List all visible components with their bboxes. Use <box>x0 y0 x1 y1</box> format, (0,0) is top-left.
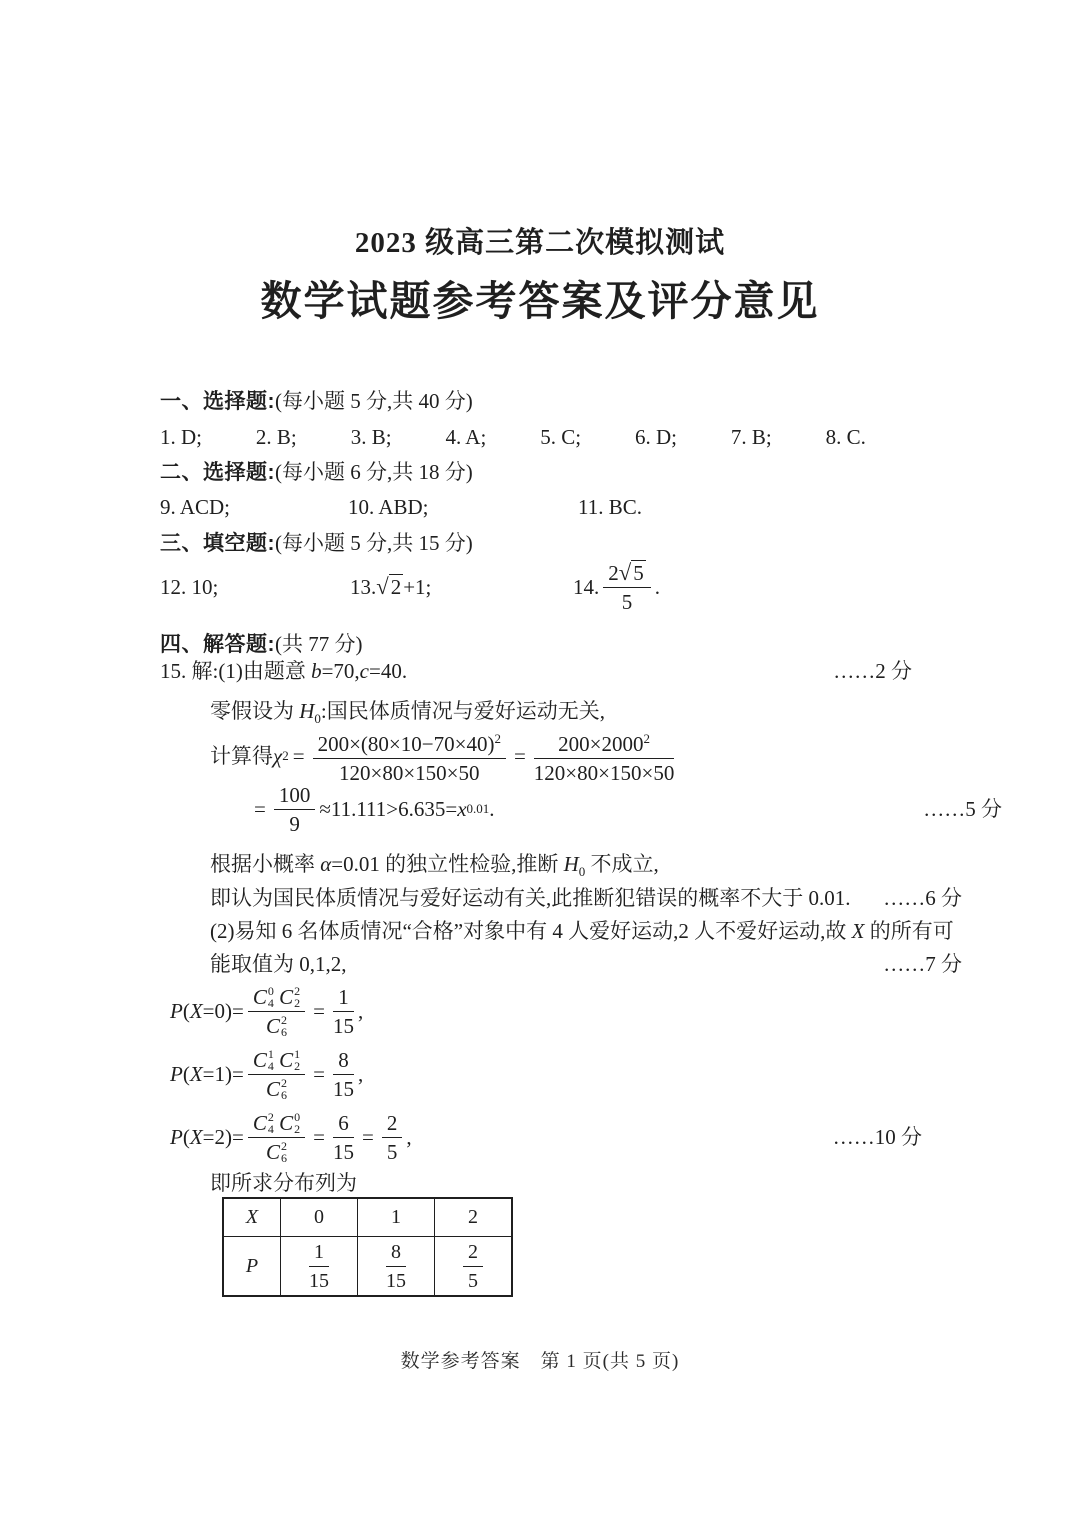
comb-sup: 0 <box>267 983 274 998</box>
text: =0.01 的独立性检验,推断 <box>331 852 564 876</box>
equals-sign: = <box>513 744 526 768</box>
score-mark-10: ……10 分 <box>832 1125 922 1149</box>
section-1-answers <box>160 422 866 452</box>
text: =40. <box>369 659 408 683</box>
comb-C: C <box>279 984 294 1009</box>
section-3-answers <box>160 556 912 618</box>
fraction <box>333 1048 354 1101</box>
fraction <box>313 727 506 785</box>
score-mark-2: ……2 分 <box>833 659 912 683</box>
text: =1)= <box>202 1062 244 1086</box>
section-4-label: 四、解答题: <box>160 633 275 656</box>
text: 零假设为 <box>210 699 300 723</box>
comb-sup: 1 <box>294 1046 301 1061</box>
fraction-denominator <box>248 1012 305 1038</box>
text: :国民体质情况与爱好运动无关, <box>320 699 606 723</box>
fraction-denominator: 5 <box>621 590 633 614</box>
fraction <box>382 1111 403 1164</box>
text: 200×2000 <box>558 732 644 756</box>
fraction <box>248 985 305 1038</box>
comb-C: C <box>279 1110 294 1135</box>
answer-3: 3. B; <box>350 425 392 449</box>
combination <box>266 1014 287 1038</box>
text: , <box>357 1062 364 1086</box>
comb-sub: 6 <box>280 1087 287 1102</box>
comb-sup: 2 <box>267 1109 274 1124</box>
fraction <box>534 727 675 785</box>
var-H: H <box>563 852 579 876</box>
exam-subtitle: 2023 级高三第二次模拟测试 <box>354 227 726 259</box>
section-2-note: (每小题 6 分,共 18 分) <box>275 460 473 484</box>
row-label-P: P <box>223 1237 281 1297</box>
fraction-numerator <box>534 727 675 759</box>
text: =2)= <box>202 1125 244 1149</box>
radicand: 5 <box>633 561 644 585</box>
comb-C: C <box>265 1013 280 1038</box>
p15-part2-line <box>160 916 962 946</box>
section-1-note: (每小题 5 分,共 40 分) <box>275 389 473 413</box>
prob-cell <box>435 1237 513 1297</box>
p15-values-line <box>160 949 962 979</box>
var-P: P <box>170 999 183 1023</box>
var-X: X <box>189 1062 203 1086</box>
combination <box>253 985 274 1009</box>
section-3-note: (每小题 5 分,共 15 分) <box>275 531 473 555</box>
fraction-denominator: 15 <box>332 1139 354 1164</box>
p15-result-line <box>160 782 1002 836</box>
subscript: 0 <box>578 864 586 880</box>
combination <box>253 1048 274 1072</box>
prob-cell <box>358 1237 435 1297</box>
text: , <box>406 1125 412 1149</box>
fraction <box>463 1240 483 1293</box>
section-1-label: 一、选择题: <box>160 390 275 413</box>
fraction-numerator: 100 <box>274 783 316 810</box>
combination <box>253 1111 274 1135</box>
text: ( <box>182 1062 190 1086</box>
equals-sign: = <box>313 1062 325 1086</box>
text: 即所求分布列为 <box>210 1171 357 1195</box>
text: 能取值为 0,1,2, <box>210 952 347 976</box>
header-1: 1 <box>358 1198 435 1237</box>
answer-12-text: 12. 10; <box>160 575 219 599</box>
section-3-heading <box>160 528 912 559</box>
fraction <box>248 1048 305 1101</box>
header-0: 0 <box>281 1198 358 1237</box>
var-b: b <box>311 659 322 683</box>
answer-4: 4. A; <box>445 425 487 449</box>
comb-C: C <box>265 1076 280 1101</box>
fraction-numerator <box>313 727 506 759</box>
combination <box>279 1111 300 1135</box>
comb-sup: 2 <box>294 983 301 998</box>
equals-sign: = <box>313 1125 325 1149</box>
sqrt-expression <box>619 561 646 585</box>
p15-prob-x2 <box>160 1106 922 1168</box>
comb-sup: 2 <box>280 1012 287 1027</box>
equals-sign: = <box>361 1125 374 1149</box>
subscript: 0 <box>314 711 321 727</box>
answer-14 <box>573 556 660 618</box>
fraction-numerator: 1 <box>333 985 354 1012</box>
prob-cell <box>281 1237 358 1297</box>
alpha-symbol: α <box>320 852 332 876</box>
text: 根据小概率 <box>210 852 321 876</box>
section-4-note: (共 77 分) <box>275 632 363 656</box>
p15-chi-square-line <box>160 726 962 786</box>
fraction <box>333 1111 354 1164</box>
text: 15. 解:(1)由题意 <box>160 659 312 683</box>
header-2: 2 <box>435 1198 513 1237</box>
fraction-numerator <box>603 560 650 588</box>
comb-C: C <box>252 1110 267 1135</box>
comb-sub: 2 <box>294 1121 301 1136</box>
section-2-label: 二、选择题: <box>160 461 275 484</box>
p15-line-1 <box>160 656 912 686</box>
text: ( <box>182 1125 190 1149</box>
fraction <box>333 985 354 1038</box>
text: 不成立, <box>585 852 659 876</box>
fraction-numerator <box>248 1111 305 1138</box>
answer-10: 10. ABD; <box>348 495 429 519</box>
text: 计算得 <box>210 744 273 768</box>
comb-sub: 4 <box>267 1121 274 1136</box>
table-header-row <box>223 1198 512 1237</box>
equals-sign: = <box>313 999 325 1023</box>
fraction-numerator <box>248 1048 305 1075</box>
fraction-numerator: 2 <box>463 1240 483 1267</box>
fraction-denominator <box>248 1075 305 1101</box>
exponent: 2 <box>494 731 501 746</box>
fraction <box>248 1111 305 1164</box>
sqrt-expression <box>376 572 403 602</box>
comb-C: C <box>279 1047 294 1072</box>
answer-8: 8. C. <box>825 425 866 449</box>
var-P: P <box>170 1125 183 1149</box>
equals-sign: = <box>254 797 266 821</box>
fraction-numerator: 6 <box>333 1111 354 1138</box>
answer-5: 5. C; <box>540 425 582 449</box>
var-X: X <box>189 1125 203 1149</box>
fraction-denominator: 15 <box>386 1269 406 1292</box>
answer-12 <box>160 556 218 618</box>
comb-sub: 6 <box>280 1150 287 1165</box>
fraction-denominator: 15 <box>332 1013 354 1038</box>
fraction <box>386 1240 406 1293</box>
text: 的所有可 <box>864 919 954 943</box>
answer-1: 1. D; <box>160 425 202 449</box>
comb-C: C <box>265 1139 280 1164</box>
comb-sub: 2 <box>294 995 301 1010</box>
p15-conclusion-line <box>160 883 962 913</box>
exponent: 2 <box>643 731 650 746</box>
fraction-numerator: 8 <box>333 1048 354 1075</box>
answer-14-prefix: 14. <box>573 575 600 599</box>
fraction-denominator: 15 <box>309 1269 329 1292</box>
fraction-denominator: 5 <box>386 1139 398 1164</box>
page-title: 数学试题参考答案及评分意见 <box>260 278 820 324</box>
answer-13-prefix: 13. <box>350 575 377 599</box>
var-P: P <box>170 1062 183 1086</box>
comb-sub: 2 <box>294 1058 301 1073</box>
fraction-numerator: 8 <box>386 1240 406 1267</box>
header-X: X <box>223 1198 281 1237</box>
text: . <box>489 797 495 821</box>
answer-6: 6. D; <box>634 425 677 449</box>
text: ( <box>182 999 190 1023</box>
comb-sup: 0 <box>294 1109 301 1124</box>
combination <box>279 985 300 1009</box>
combination <box>279 1048 300 1072</box>
answer-13-suffix: +1; <box>403 575 432 599</box>
fraction <box>274 783 316 836</box>
distribution-table <box>222 1197 513 1297</box>
text: =0)= <box>202 999 244 1023</box>
fraction-denominator <box>248 1138 305 1164</box>
answer-9: 9. ACD; <box>160 495 231 519</box>
section-1-heading <box>160 386 912 417</box>
var-H: H <box>299 699 315 723</box>
comb-sup: 1 <box>267 1046 274 1061</box>
answer-13 <box>350 556 431 618</box>
var-x: x <box>457 797 467 821</box>
combination <box>266 1077 287 1101</box>
p15-prob-x1 <box>160 1043 922 1105</box>
text: 即认为国民体质情况与爱好运动有关,此推断犯错误的概率不大于 0.01. <box>210 886 851 910</box>
combination <box>266 1140 287 1164</box>
text: (2)易知 6 名体质情况“合格”对象中有 4 人爱好运动,2 人不爱好运动,故 <box>210 919 852 943</box>
equals-sign: = <box>292 744 305 768</box>
p15-prob-x0 <box>160 980 922 1042</box>
fraction-numerator <box>248 985 305 1012</box>
coefficient: 2 <box>608 561 619 585</box>
section-3-label: 三、填空题: <box>160 532 275 555</box>
radical-sign: √ <box>376 574 389 599</box>
text: 200×(80×10−70×40) <box>317 732 495 756</box>
var-X: X <box>189 999 203 1023</box>
fraction-denominator: 9 <box>289 811 300 836</box>
p15-distribution-intro <box>160 1168 962 1198</box>
chi-symbol: χ <box>273 744 283 768</box>
page-footer: 数学参考答案 第 1 页(共 5 页) <box>400 1351 680 1372</box>
comb-sup: 2 <box>280 1075 287 1090</box>
comb-sub: 6 <box>280 1024 287 1039</box>
var-c: c <box>359 659 369 683</box>
fraction-numerator: 2 <box>382 1111 403 1138</box>
comb-sub: 4 <box>267 1058 274 1073</box>
answer-11: 11. BC. <box>578 495 642 519</box>
comparison-text: ≈11.111>6.635= <box>319 797 458 821</box>
table-probability-row <box>223 1237 512 1297</box>
var-X: X <box>851 919 865 943</box>
comb-C: C <box>252 1047 267 1072</box>
score-mark-6: ……6 分 <box>883 886 962 910</box>
fraction <box>309 1240 329 1293</box>
radical-sign: √ <box>618 560 632 585</box>
comb-sup: 2 <box>280 1138 287 1153</box>
fraction-denominator: 5 <box>468 1269 478 1292</box>
subscript: 0.01 <box>466 801 490 816</box>
fraction <box>603 560 650 614</box>
text: , <box>357 999 364 1023</box>
radicand: 2 <box>390 575 402 599</box>
p15-alpha-line <box>160 849 962 887</box>
exponent: 2 <box>282 748 289 763</box>
text: =70, <box>321 659 360 683</box>
answer-7: 7. B; <box>730 425 772 449</box>
fraction-numerator: 1 <box>309 1240 329 1267</box>
fraction-denominator: 120×80×150×50 <box>339 761 480 785</box>
answer-14-suffix: . <box>654 575 660 599</box>
section-2-heading <box>160 457 912 488</box>
fraction-denominator: 120×80×150×50 <box>533 761 675 785</box>
fraction-denominator: 15 <box>332 1076 354 1101</box>
answer-2: 2. B; <box>255 425 297 449</box>
comb-C: C <box>252 984 267 1009</box>
score-mark-7: ……7 分 <box>883 952 962 976</box>
score-mark-5: ……5 分 <box>923 797 1002 821</box>
comb-sub: 4 <box>267 995 274 1010</box>
